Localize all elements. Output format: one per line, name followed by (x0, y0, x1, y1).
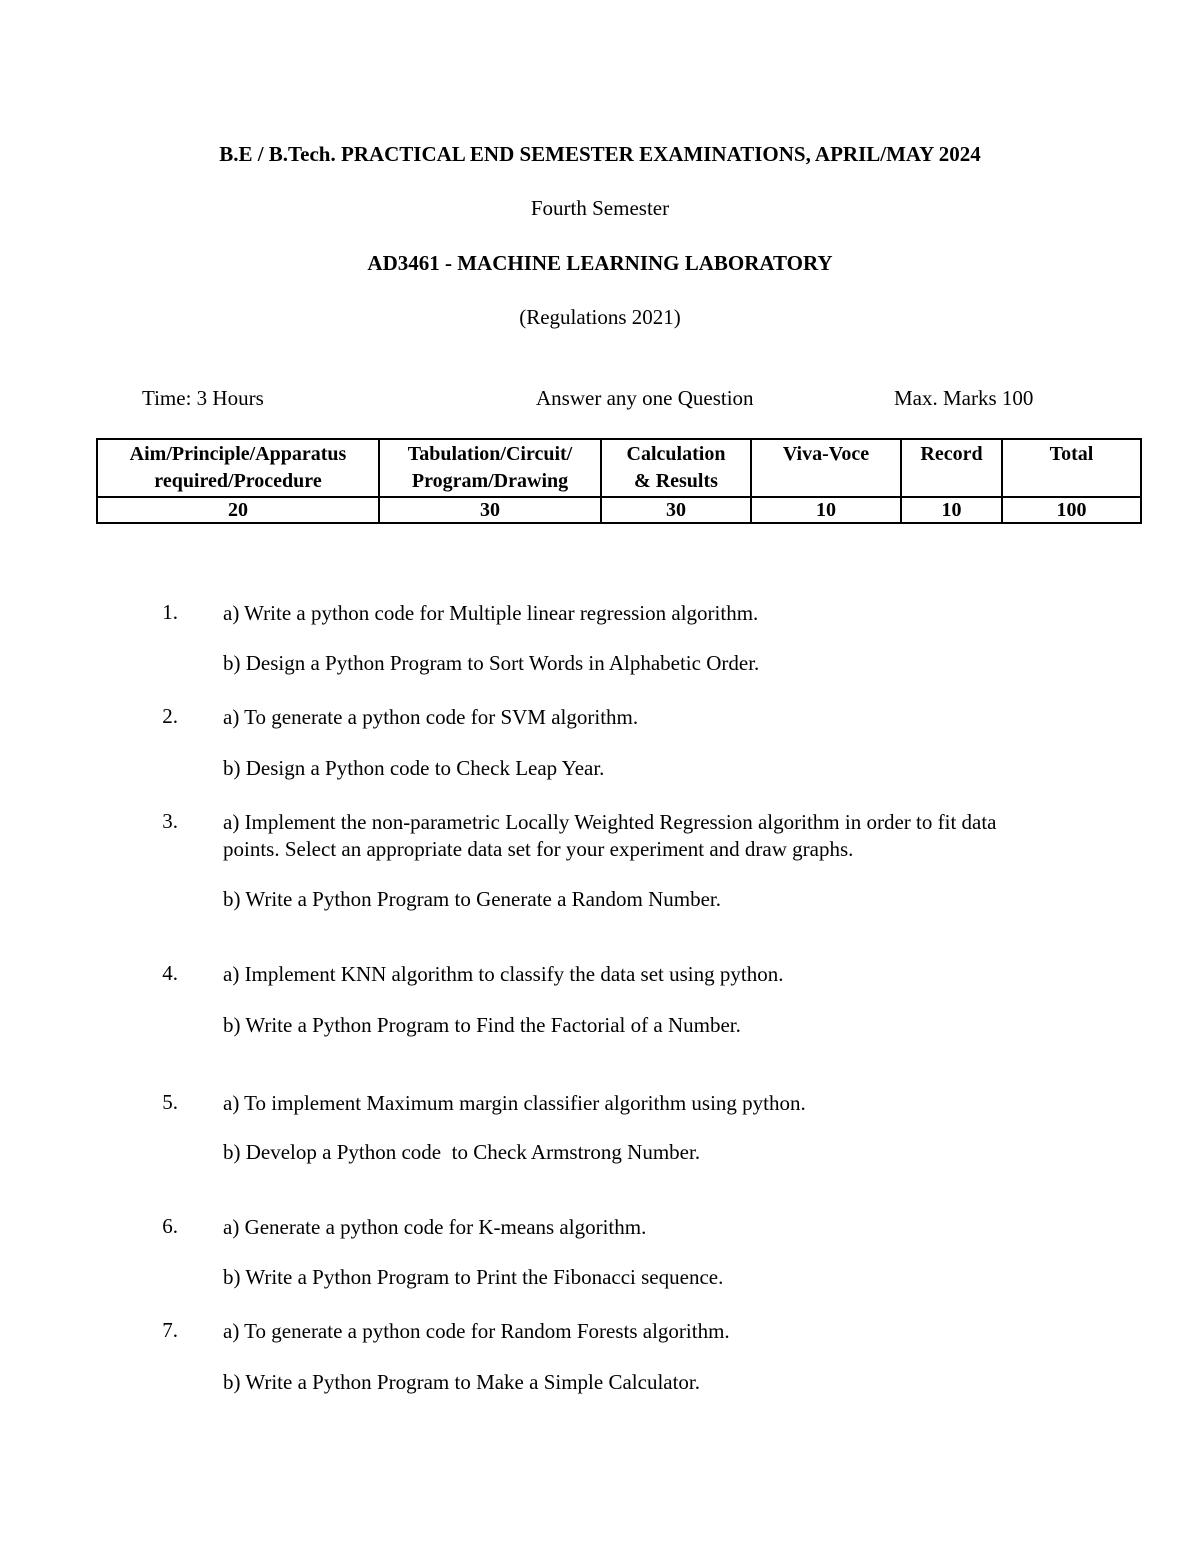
question-part-a: a) To generate a python code for SVM algorithm. (223, 705, 639, 729)
question-part-b: b) Design a Python Program to Sort Words in Alphabetic Order. (223, 651, 760, 675)
question-part-b: b) Write a Python Program to Generate a Random Number. (223, 887, 721, 911)
header-cell: Tabulation/Circuit/ Program/Drawing (379, 439, 601, 497)
exam-title: B.E / B.Tech. PRACTICAL END SEMESTER EXAMINATIONS, APRIL/MAY 2024 (219, 142, 981, 166)
question-part-a: a) Write a python code for Multiple linear regression algorithm. (223, 601, 759, 625)
value-cell: 20 (97, 497, 379, 523)
question-part-b: b) Write a Python Program to Print the Fibonacci sequence. (223, 1265, 724, 1289)
question-part-b: b) Write a Python Program to Find the Factorial of a Number. (223, 1013, 741, 1037)
value-cell: 30 (379, 497, 601, 523)
question-number: 5. (162, 1090, 178, 1114)
question-part-b: b) Design a Python code to Check Leap Year. (223, 756, 605, 780)
semester-label: Fourth Semester (530, 196, 670, 220)
value-cell: 10 (751, 497, 901, 523)
question-number: 2. (162, 704, 178, 728)
header-cell: Total (1002, 439, 1141, 497)
question-number: 1. (162, 600, 178, 624)
question-number: 7. (162, 1318, 178, 1342)
question-part-a: a) To generate a python code for Random Forests algorithm. (223, 1319, 730, 1343)
question-part-a: a) Generate a python code for K-means algorithm. (223, 1215, 647, 1239)
max-marks-label: Max. Marks 100 (894, 386, 1034, 410)
question-part-b: b) Write a Python Program to Make a Simple Calculator. (223, 1370, 701, 1394)
marks-value-row (97, 497, 1141, 523)
question-number: 4. (162, 961, 178, 985)
regulations-label: (Regulations 2021) (519, 305, 681, 329)
course-title: AD3461 - MACHINE LEARNING LABORATORY (367, 251, 833, 275)
header-cell: Aim/Principle/Apparatus required/Procedure (97, 439, 379, 497)
marks-table (96, 438, 1142, 524)
value-cell: 30 (601, 497, 751, 523)
question-part-a: a) Implement the non-parametric Locally Weighted Regression algorithm in order to fit data (223, 810, 997, 834)
question-part-a: a) Implement KNN algorithm to classify the data set using python. (223, 962, 784, 986)
question-number: 3. (162, 809, 178, 833)
question-part-a-continued: points. Select an appropriate data set for your experiment and draw graphs. (223, 837, 854, 861)
header-cell: Record (901, 439, 1002, 497)
question-part-a: a) To implement Maximum margin classifier algorithm using python. (223, 1091, 806, 1115)
marks-header-row (97, 439, 1141, 497)
question-part-b: b) Develop a Python code to Check Armstrong Number. (223, 1140, 701, 1164)
header-cell: Viva-Voce (751, 439, 901, 497)
header-cell: Calculation & Results (601, 439, 751, 497)
instruction-label: Answer any one Question (536, 386, 754, 410)
question-number: 6. (162, 1214, 178, 1238)
value-cell: 100 (1002, 497, 1141, 523)
value-cell: 10 (901, 497, 1002, 523)
time-label: Time: 3 Hours (142, 386, 264, 410)
